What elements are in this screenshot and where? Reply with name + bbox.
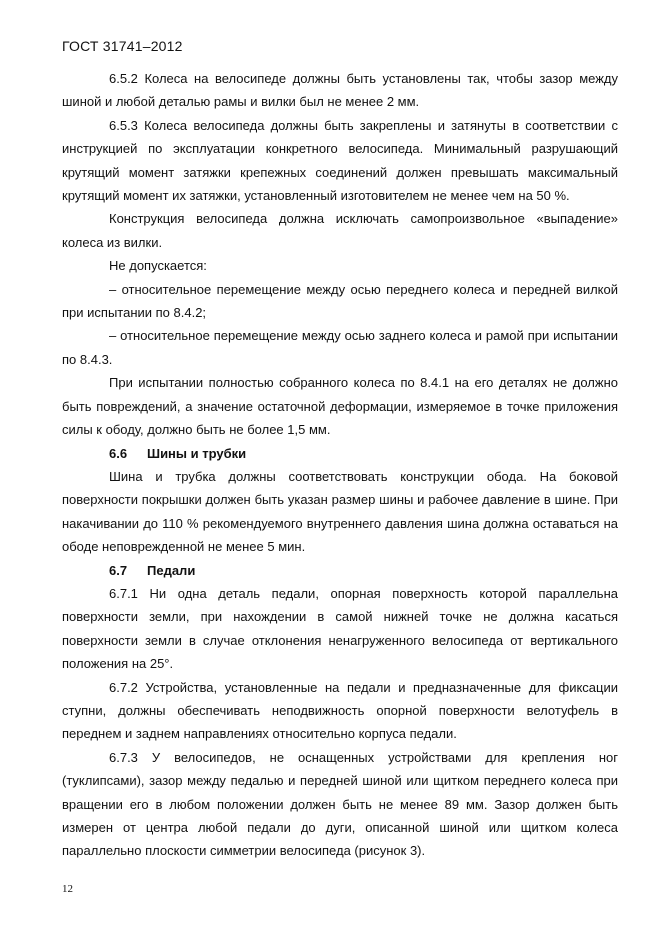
section-heading-6-7 [62, 559, 618, 582]
section-title: Педали [147, 562, 196, 578]
paragraph-wheel-test: При испытании полностью собранного колеса по 8.4.1 на его деталях не должно быть повреждений, а значение остаточной деформации, измеряемое в точке приложения силы к ободу, должно быть не более 1,5 мм. [62, 375, 618, 438]
section-title: Шины и трубки [147, 445, 247, 461]
list-item-rear-wheel: – относительное перемещение между осью заднего колеса и рамой при испытании по 8.4.3. [62, 328, 618, 367]
section-number: 6.7 [109, 562, 128, 578]
paragraph-6-7-1: 6.7.1 Ни одна деталь педали, опорная поверхность которой параллельна поверхности земли, при нахождении в самой нижней точке не должна касаться поверхности земли в случае отклонения ненагруженного велосипеда от вертикального положения на 25°. [62, 585, 618, 672]
document-body [62, 67, 618, 863]
paragraph-6-5-3: 6.5.3 Колеса велосипеда должны быть закреплены и затянуты в соответствии с инструкцией по эксплуатации конкретного велосипеда. Минимальный разрушающий крутящий момент затяжки крепежных соединений должен превышать максимальный крутящий момент их затяжки, установленный изготовителем не менее чем на 50 %. [62, 117, 618, 204]
page-number: 12 [62, 883, 73, 895]
paragraph-6-7-3: 6.7.3 У велосипедов, не оснащенных устройствами для крепления ног (туклипсами), зазор между педалью и передней шиной или щитком переднего колеса при вращении его в любом положении должен быть не менее 89 мм. Зазор должен быть измерен от центра любой педали до дуги, описанной шиной или щитком колеса параллельно плоскости симметрии велосипеда (рисунок 3). [62, 749, 618, 859]
paragraph-6-5-2: 6.5.2 Колеса на велосипеде должны быть установлены так, чтобы зазор между шиной и любой деталью рамы и вилки был не менее 2 мм. [62, 71, 618, 110]
section-number: 6.6 [109, 445, 128, 461]
list-item-front-wheel: – относительное перемещение между осью переднего колеса и передней вилкой при испытании по 8.4.2; [62, 281, 618, 321]
paragraph-design: Конструкция велосипеда должна исключать самопроизвольное «выпадение» колеса из вилки. [62, 211, 618, 250]
paragraph-6-7-2: 6.7.2 Устройства, установленные на педали и предназначенные для фиксации ступни, должны обеспечивать неподвижность опорной поверхности велотуфель в переднем и заднем направлениях относительно корпуса педали. [62, 679, 618, 742]
section-heading-6-6 [62, 442, 618, 465]
document-header: ГОСТ 31741–2012 [62, 38, 183, 54]
paragraph-not-allowed: Не допускается: [109, 258, 207, 274]
paragraph-tires: Шина и трубка должны соответствовать конструкции обода. На боковой поверхности покрышки должен быть указан размер шины и рабочее давление в шине. При накачивании до 110 % рекомендуемого внутреннего давления шина должна оставаться на ободе неповрежденной не менее 5 мин. [62, 468, 618, 555]
